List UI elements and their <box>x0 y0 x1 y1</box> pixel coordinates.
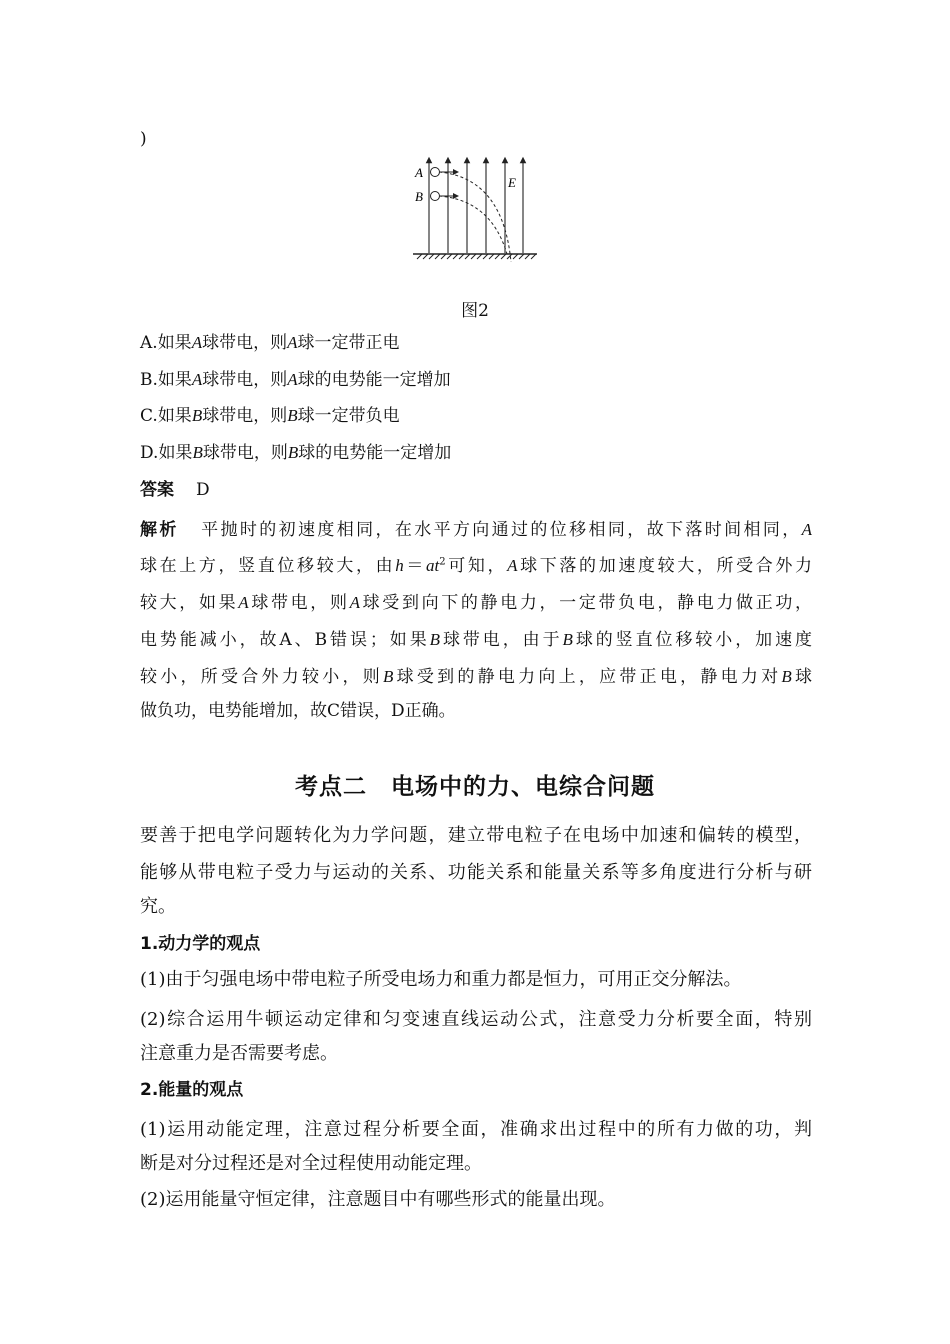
label-b: B <box>415 189 423 204</box>
paragraph-3b: 断是对分过程还是对全过程使用动能定理。 <box>140 1153 482 1174</box>
figure-caption: 图2 <box>461 301 489 321</box>
top-fragment: ) <box>140 129 147 149</box>
answer-value: D <box>196 480 210 500</box>
option-b[interactable]: B.如果A球带电，则A球的电势能一定增加 <box>140 370 451 390</box>
field-lines <box>429 160 523 253</box>
analysis-label: 解析 <box>140 520 179 540</box>
label-e: E <box>508 175 516 190</box>
label-a: A <box>415 165 423 180</box>
analysis-line-1: 解析 平抛时的初速度相同，在水平方向通过的位移相同，故下落时间相同，A <box>140 520 813 540</box>
analysis-line-3: 较大，如果A球带电，则A球受到向下的静电力，一定带负电，静电力做正功， <box>140 593 813 613</box>
ball-b <box>431 192 440 201</box>
electric-field-figure <box>405 150 545 272</box>
subheading-energy: 2.能量的观点 <box>140 1080 244 1100</box>
paragraph-2a: (2)综合运用牛顿运动定律和匀变速直线运动公式，注意受力分析要全面，特别 <box>140 1009 812 1030</box>
ball-a <box>431 168 440 177</box>
analysis-line-6: 做负功，电势能增加，故C错误，D正确。 <box>140 701 456 721</box>
analysis-line-2: 球在上方，竖直位移较大，由$h=at^2$可知，A球下落的加速度较大，所受合外力 <box>140 556 813 576</box>
analysis-line-4: 电势能减小，故A、B错误；如果B球带电，由于B球的竖直位移较小，加速度 <box>140 630 813 650</box>
trajectory-a <box>439 172 511 262</box>
option-d[interactable]: D.如果B球带电，则B球的电势能一定增加 <box>140 443 452 463</box>
option-a[interactable]: A.如果A球带电，则A球一定带正电 <box>140 333 400 353</box>
paragraph-3a: (1)运用动能定理，注意过程分析要全面，准确求出过程中的所有力做的功，判 <box>140 1119 812 1140</box>
section-title: 考点二 电场中的力、电综合问题 <box>295 774 655 800</box>
trajectory-b <box>439 196 507 254</box>
answer-label: 答案 <box>140 480 174 500</box>
ground <box>413 254 537 259</box>
option-c[interactable]: C.如果B球带电，则B球一定带负电 <box>140 406 400 426</box>
section-intro-3: 究。 <box>140 896 176 917</box>
paragraph-2b: 注意重力是否需要考虑。 <box>140 1043 338 1064</box>
analysis-line-5: 较小，所受合外力较小，则B球受到的静电力向上，应带正电，静电力对B球 <box>140 667 813 687</box>
section-intro-1: 要善于把电学问题转化为力学问题，建立带电粒子在电场中加速和偏转的模型， <box>140 825 812 846</box>
paragraph-1: (1)由于匀强电场中带电粒子所受电场力和重力都是恒力，可用正交分解法。 <box>140 969 742 990</box>
subheading-dynamics: 1.动力学的观点 <box>140 934 261 954</box>
paragraph-4: (2)运用能量守恒定律，注意题目中有哪些形式的能量出现。 <box>140 1189 616 1210</box>
answer-line <box>140 478 210 502</box>
section-intro-2: 能够从带电粒子受力与运动的关系、功能关系和能量关系等多角度进行分析与研 <box>140 862 812 883</box>
